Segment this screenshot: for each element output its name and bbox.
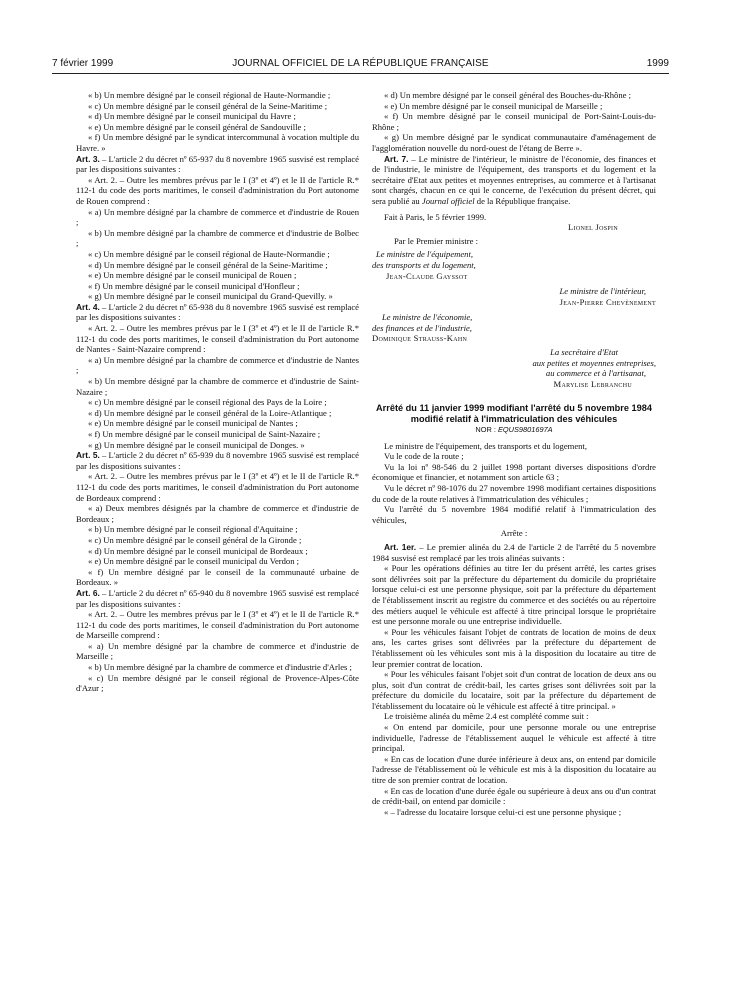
signature-equip-title-2: des transports et du logement, — [372, 259, 476, 270]
signature-by-pm: Par le Premier ministre : — [394, 235, 479, 246]
list-item: « d) Un membre désigné par le conseil général des Bouches-du-Rhône ; — [384, 90, 631, 100]
list-item: « b) Un membre désigné par la chambre de commerce et d'industrie de Saint-Nazaire ; — [76, 376, 359, 397]
list-item: « d) Un membre désigné par le conseil municipal du Havre ; — [88, 111, 296, 122]
header-date: 7 février 1999 — [52, 58, 114, 69]
list-item: « f) Un membre désigné par le conseil de la communauté urbaine de Bordeaux. » — [76, 566, 359, 588]
article-6-lines — [76, 609, 359, 694]
list-item: « f) Un membre désigné par le syndicat intercommunal à vocation multiple du Havre. » — [76, 132, 359, 153]
signature-equip-name: Jean-Claude Gayssot — [386, 270, 468, 281]
list-item: « f) Un membre désigné par le conseil municipal d'Honfleur ; — [88, 280, 300, 291]
signature-eco-title-2: des finances et de l'industrie, — [372, 322, 472, 333]
article-3-lines — [76, 175, 359, 302]
list-item: « d) Un membre désigné par le conseil municipal de Bordeaux ; — [88, 545, 308, 556]
signature-eco-name: Dominique Strauss-Kahn — [372, 333, 468, 344]
body-paragraph: « – l'adresse du locataire lorsque celui-ci est une personne physique ; — [384, 806, 622, 817]
article-5-heading: Art. 5. – L'article 2 du décret nº 65-939 du 8 novembre 1965 susvisé est remplacé par les dispositions suivantes : — [76, 450, 359, 471]
article-5-lines — [76, 471, 359, 588]
visa-line: Vu l'arrêté du 5 novembre 1984 modifié relatif à l'immatriculation des véhicules, — [372, 504, 656, 525]
list-item: « e) Un membre désigné par le conseil municipal du Verdon ; — [88, 556, 300, 567]
arrete-title: Arrêté du 11 janvier 1999 modifiant l'arrêté du 5 novembre 1984 modifié relatif à l'immatriculation des véhicules — [376, 403, 652, 425]
arrete-visas — [372, 441, 656, 526]
visa-line: Vu le code de la route ; — [384, 451, 464, 462]
signature-sec-title-1: La secrétaire d'Etat — [550, 347, 618, 358]
list-item: « Art. 2. – Outre les membres prévus par le I (3º et 4º) et le II de l'article R.* 112-1 du code des ports maritimes, le conseil d'administration du Port autonome de Rouen comprend : — [76, 174, 359, 206]
signature-sec-title-3: au commerce et à l'artisanat, — [545, 368, 646, 379]
list-item: « d) Un membre désigné par le conseil général de la Loire-Atlantique ; — [88, 407, 332, 418]
list-item: « Art. 2. – Outre les membres prévus par le I (3º et 4º) et le II de l'article R.* 112-1 du code des ports maritimes, le conseil d'administration du Port autonome de Marseille comprend : — [76, 609, 359, 641]
right-intro-list — [372, 90, 656, 154]
body-paragraph: « Pour les opérations définies au titre Ier du présent arrêté, les cartes grises sont délivrées soit par la préfecture du département du domicile du propriétaire lorsque celui-ci est une personne physique, soit par la préfecture du département de l'établissement inscrit au registre du commerce et des sociétés ou au répertoire des métiers auquel le véhicule est affecté à titre principal lorsque le propriétaire est une personne morale ou une entreprise individuelle. — [372, 563, 656, 627]
list-item: « b) Un membre désigné par la chambre de commerce et d'industrie de Bolbec ; — [76, 227, 359, 249]
visa-line: Vu la loi nº 98-546 du 2 juillet 1998 portant diverses dispositions d'ordre économique et financier, et notamment son article 63 ; — [372, 461, 656, 483]
list-item: « f) Un membre désigné par le conseil municipal de Saint-Nazaire ; — [88, 429, 321, 439]
signature-sec-title-2: aux petites et moyennes entreprises, — [532, 357, 656, 368]
list-item: « e) Un membre désigné par le conseil municipal de Rouen ; — [88, 270, 297, 281]
article-4-heading: Art. 4. – L'article 2 du décret nº 65-938 du 8 novembre 1965 susvisé est remplacé par les dispositions suivantes : — [76, 301, 359, 323]
list-item: « b) Un membre désigné par le conseil régional de Haute-Normandie ; — [88, 90, 331, 100]
visa-line: Le ministre de l'équipement, des transports et du logement, — [384, 440, 587, 451]
article-7: Art. 7. – Le ministre de l'intérieur, le ministre de l'économie, des finances et de l'industrie, le ministre de l'équipement, des transports et du logement et la secrétaire d'Etat aux petites et moyennes entreprises, au commerce et à l'artisanat sont chargés, chacun en ce qui le concerne, de l'exécution du présent décret, qui sera publié au Journal officiel de la République française. — [372, 153, 656, 206]
list-item: « e) Un membre désigné par le conseil général de Sandouville ; — [88, 121, 306, 132]
left-intro-list — [76, 90, 359, 154]
list-item: « e) Un membre désigné par le conseil municipal de Nantes ; — [88, 418, 298, 429]
signature-equip-title-1: Le ministre de l'équipement, — [376, 249, 473, 260]
header-journal-title: JOURNAL OFFICIEL DE LA RÉPUBLIQUE FRANÇAISE — [232, 58, 489, 69]
list-item: « g) Un membre désigné par le syndicat communautaire d'aménagement de l'agglomération nouvelle du nord-ouest de l'étang de Berre ». — [372, 132, 656, 153]
arrete-body — [372, 563, 656, 817]
list-item: « c) Un membre désigné par le conseil régional des Pays de la Loire ; — [88, 397, 327, 408]
article-4-lines — [76, 323, 359, 450]
list-item: « Art. 2. – Outre les membres prévus par le I (3º et 4º) et le II de l'article R.* 112-1 du code des ports maritimes, le conseil d'administration du Port autonome de Bordeaux comprend : — [76, 471, 359, 503]
right-column — [372, 90, 656, 817]
header-page-number: 1999 — [646, 58, 669, 69]
nor-reference: NOR : EQUS9801697A — [475, 425, 553, 435]
arrete-article-1: Art. 1er. – Le premier alinéa du 2.4 de l'article 2 de l'arrêté du 5 novembre 1984 susvisé est remplacé par les trois alinéas suivants : — [372, 541, 656, 563]
body-paragraph: « En cas de location d'une durée inférieure à deux ans, on entend par domicile l'adresse de l'établissement où le véhicule est mis à la disposition du locataire au titre de son premier contrat de location. — [372, 753, 656, 786]
signature-interior-name: Jean-Pierre Chevènement — [559, 296, 656, 307]
body-paragraph: « En cas de location d'une durée égale ou supérieure à deux ans ou d'un contrat de crédit-bail, on entend par domicile : — [372, 785, 656, 807]
body-paragraph: « On entend par domicile, pour une personne morale ou une entreprise individuelle, l'adresse de l'établissement auquel le véhicule est affecté à titre principal. — [372, 722, 656, 754]
article-6-heading: Art. 6. – L'article 2 du décret nº 65-940 du 8 novembre 1965 susvisé est remplacé par les dispositions suivantes : — [76, 587, 359, 609]
arrete-word: Arrête : — [500, 528, 528, 539]
article-3-heading: Art. 3. – L'article 2 du décret nº 65-937 du 8 novembre 1965 susvisé est remplacé par les dispositions suivantes : — [76, 153, 359, 175]
body-paragraph: « Pour les véhicules faisant l'objet soit d'un contrat de location de deux ans ou plus, soit d'un contrat de crédit-bail, les cartes grises sont délivrées soit par la préfecture du domicile du locataire, soit par la préfecture du département de l'établissement du locataire où le véhicule est affecté à titre principal. » — [372, 669, 656, 711]
body-paragraph: Le troisième alinéa du même 2.4 est complété comme suit : — [384, 711, 589, 722]
left-column — [76, 90, 359, 694]
list-item: « Art. 2. – Outre les membres prévus par le I (3º et 4º) et le II de l'article R.* 112-1 du code des ports maritimes, le conseil d'administration du Port autonome de Nantes - Saint-Nazaire comprend : — [76, 323, 359, 355]
signature-place-date: Fait à Paris, le 5 février 1999. — [384, 211, 487, 222]
page-header — [52, 58, 669, 72]
list-item: « c) Un membre désigné par le conseil général de la Gironde ; — [88, 534, 302, 545]
list-item: « a) Un membre désigné par la chambre de commerce et d'industrie de Rouen ; — [76, 206, 359, 228]
list-item: « c) Un membre désigné par le conseil régional de Provence-Alpes-Côte d'Azur ; — [76, 672, 359, 694]
signature-pm-name: Lionel Jospin — [568, 222, 618, 233]
list-item: « e) Un membre désigné par le conseil municipal de Marseille ; — [384, 100, 603, 111]
list-item: « a) Un membre désigné par la chambre de commerce et d'industrie de Marseille ; — [76, 640, 359, 662]
list-item: « c) Un membre désigné par le conseil général de la Seine-Maritime ; — [88, 100, 328, 111]
list-item: « a) Un membre désigné par la chambre de commerce et d'industrie de Nantes ; — [76, 354, 359, 376]
list-item: « a) Deux membres désignés par la chambre de commerce et d'industrie de Bordeaux ; — [76, 503, 359, 524]
signature-interior-title: Le ministre de l'intérieur, — [559, 286, 646, 297]
list-item: « b) Un membre désigné par le conseil régional d'Aquitaine ; — [88, 524, 298, 535]
list-item: « b) Un membre désigné par la chambre de commerce et d'industrie d'Arles ; — [88, 662, 352, 673]
list-item: « c) Un membre désigné par le conseil régional de Haute-Normandie ; — [88, 248, 330, 259]
list-item: « d) Un membre désigné par le conseil général de la Seine-Maritime ; — [88, 259, 328, 270]
visa-line: Vu le décret nº 98-1076 du 27 novembre 1998 modifiant certaines dispositions du code de la route relatives à l'immatriculation des véhicules ; — [372, 483, 656, 504]
signature-eco-title-1: Le ministre de l'économie, — [382, 312, 473, 323]
list-item: « g) Un membre désigné par le conseil municipal du Grand-Quevilly. » — [88, 291, 333, 302]
signature-sec-name: Marylise Lebranchu — [553, 378, 632, 389]
body-paragraph: « Pour les véhicules faisant l'objet de contrats de location de moins de deux ans, les cartes grises sont délivrées par la préfecture du département de l'établissement où les véhicules sont mis à la disposition du locataire au titre de leur premier contrat de location. — [372, 626, 656, 669]
list-item: « g) Un membre désigné par le conseil municipal de Donges. » — [88, 439, 305, 450]
list-item: « f) Un membre désigné par le conseil municipal de Port-Saint-Louis-du-Rhône ; — [372, 111, 656, 132]
header-rule — [52, 73, 669, 74]
